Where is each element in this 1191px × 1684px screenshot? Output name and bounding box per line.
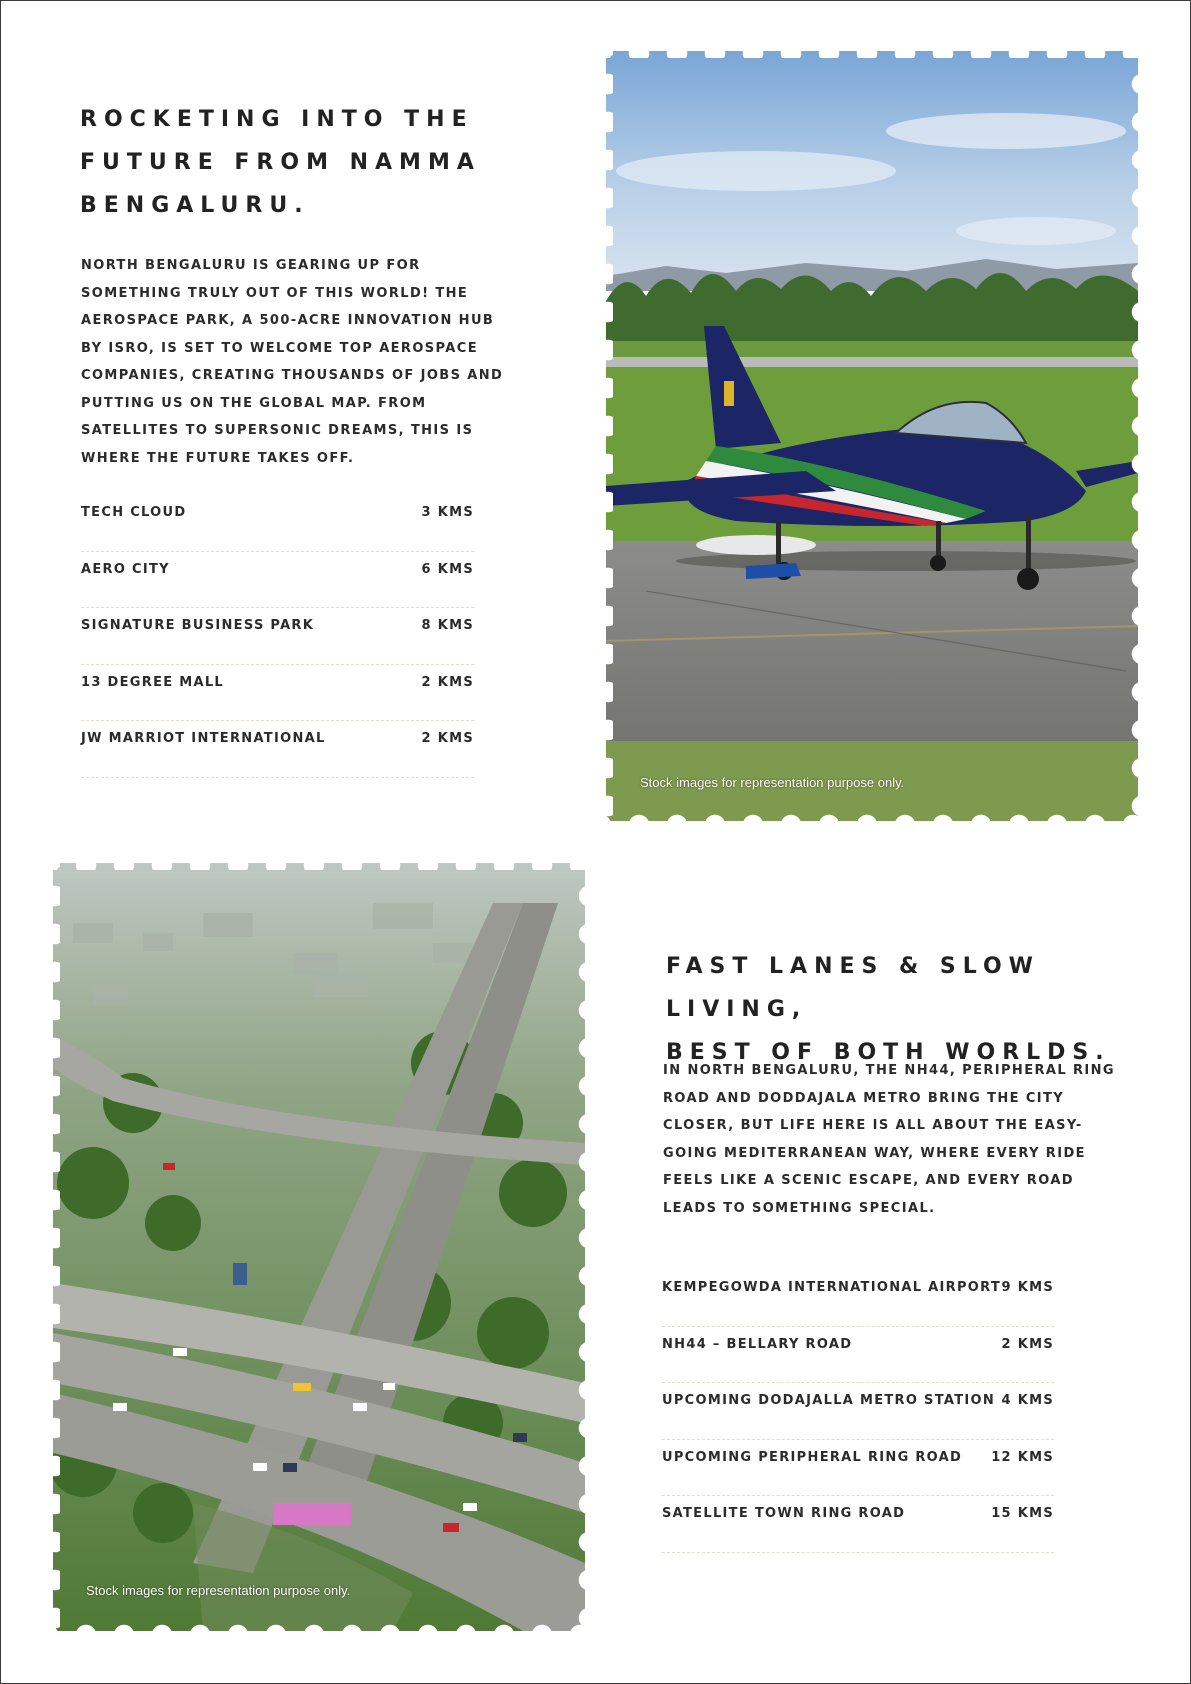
aerospace-body-text: NORTH BENGALURU IS GEARING UP FOR SOMETHING TRULY OUT OF THIS WORLD! THE AEROSPACE PARK, A 500-ACRE INNOVATION HUB BY ISRO, IS SET TO WELCOME TOP AEROSPACE COMPANIES, CREATING THOUSANDS OF JOBS AND PUTTING US ON THE GLOBAL MAP. FROM SATELLITES TO SUPERSONIC DREAMS, THIS IS WHERE THE FUTURE TAKES OFF.	[81, 258, 504, 466]
stamp-perforation	[606, 51, 613, 821]
distance-row	[662, 1327, 1054, 1384]
distance-row	[662, 1270, 1054, 1327]
aerospace-heading	[80, 98, 600, 227]
distance-row	[662, 1440, 1054, 1497]
connectivity-heading-line: BEST OF BOTH WORLDS.	[666, 1040, 1111, 1065]
photo-disclaimer: Stock images for representation purpose only.	[86, 1583, 351, 1598]
distance-name: 13 DEGREE MALL	[81, 674, 225, 690]
stamp-perforation	[53, 1624, 585, 1631]
distance-row	[81, 608, 474, 665]
highway-aerial-photo	[53, 863, 585, 1631]
jet-aircraft-photo	[606, 51, 1138, 821]
stamp-perforation	[53, 863, 60, 1631]
distance-name: AERO CITY	[81, 561, 170, 577]
distance-value: 6 KMS	[421, 561, 474, 577]
distance-value: 9 KMS	[1001, 1280, 1054, 1295]
stamp-perforation	[606, 814, 1138, 821]
photo-disclaimer: Stock images for representation purpose only.	[640, 775, 905, 790]
distance-value: 2 KMS	[421, 731, 474, 746]
aerospace-heading-line: BENGALURU.	[80, 193, 310, 218]
highway-photo-stamp	[53, 863, 585, 1631]
stamp-perforation	[53, 863, 585, 870]
distance-value: 8 KMS	[421, 618, 474, 633]
stamp-perforation	[606, 51, 1138, 58]
distance-name: NH44 – BELLARY ROAD	[662, 1336, 853, 1352]
distance-value: 2 KMS	[1001, 1336, 1054, 1352]
aerospace-heading-line: FUTURE FROM NAMMA	[80, 150, 481, 175]
distance-row	[81, 665, 474, 722]
connectivity-heading	[666, 945, 1186, 1074]
jet-photo-stamp	[606, 51, 1138, 821]
aerospace-distance-list	[81, 495, 474, 778]
distance-value: 4 KMS	[1001, 1393, 1054, 1408]
distance-row	[81, 721, 474, 778]
distance-name: SATELLITE TOWN RING ROAD	[662, 1506, 906, 1521]
distance-name: JW MARRIOT INTERNATIONAL	[81, 731, 326, 746]
distance-row	[81, 495, 474, 552]
distance-row	[81, 552, 474, 609]
stamp-perforation	[578, 863, 585, 1631]
distance-row	[662, 1383, 1054, 1440]
distance-name: UPCOMING PERIPHERAL RING ROAD	[662, 1449, 963, 1465]
distance-value: 15 KMS	[991, 1506, 1054, 1521]
distance-name: TECH CLOUD	[81, 505, 187, 520]
distance-name: KEMPEGOWDA INTERNATIONAL AIRPORT	[662, 1280, 1002, 1295]
stamp-perforation	[1131, 51, 1138, 821]
connectivity-distance-list	[662, 1270, 1054, 1553]
distance-value: 2 KMS	[421, 674, 474, 690]
connectivity-body-text: IN NORTH BENGALURU, THE NH44, PERIPHERAL RING ROAD AND DODDAJALA METRO BRING THE CITY CLOSER, BUT LIFE HERE IS ALL ABOUT THE EASY-GOING MEDITERRANEAN WAY, WHERE EVERY RIDE FEELS LIKE A SCENIC ESCAPE, AND EVERY ROAD LEADS TO SOMETHING SPECIAL.	[663, 1063, 1115, 1216]
distance-value: 12 KMS	[991, 1449, 1054, 1465]
distance-name: UPCOMING DODAJALLA METRO STATION	[662, 1393, 996, 1408]
connectivity-heading-line: FAST LANES & SLOW LIVING,	[666, 954, 1040, 1022]
aerospace-heading-line: ROCKETING INTO THE	[80, 107, 474, 132]
distance-value: 3 KMS	[421, 505, 474, 520]
distance-row	[662, 1496, 1054, 1553]
distance-name: SIGNATURE BUSINESS PARK	[81, 618, 315, 633]
